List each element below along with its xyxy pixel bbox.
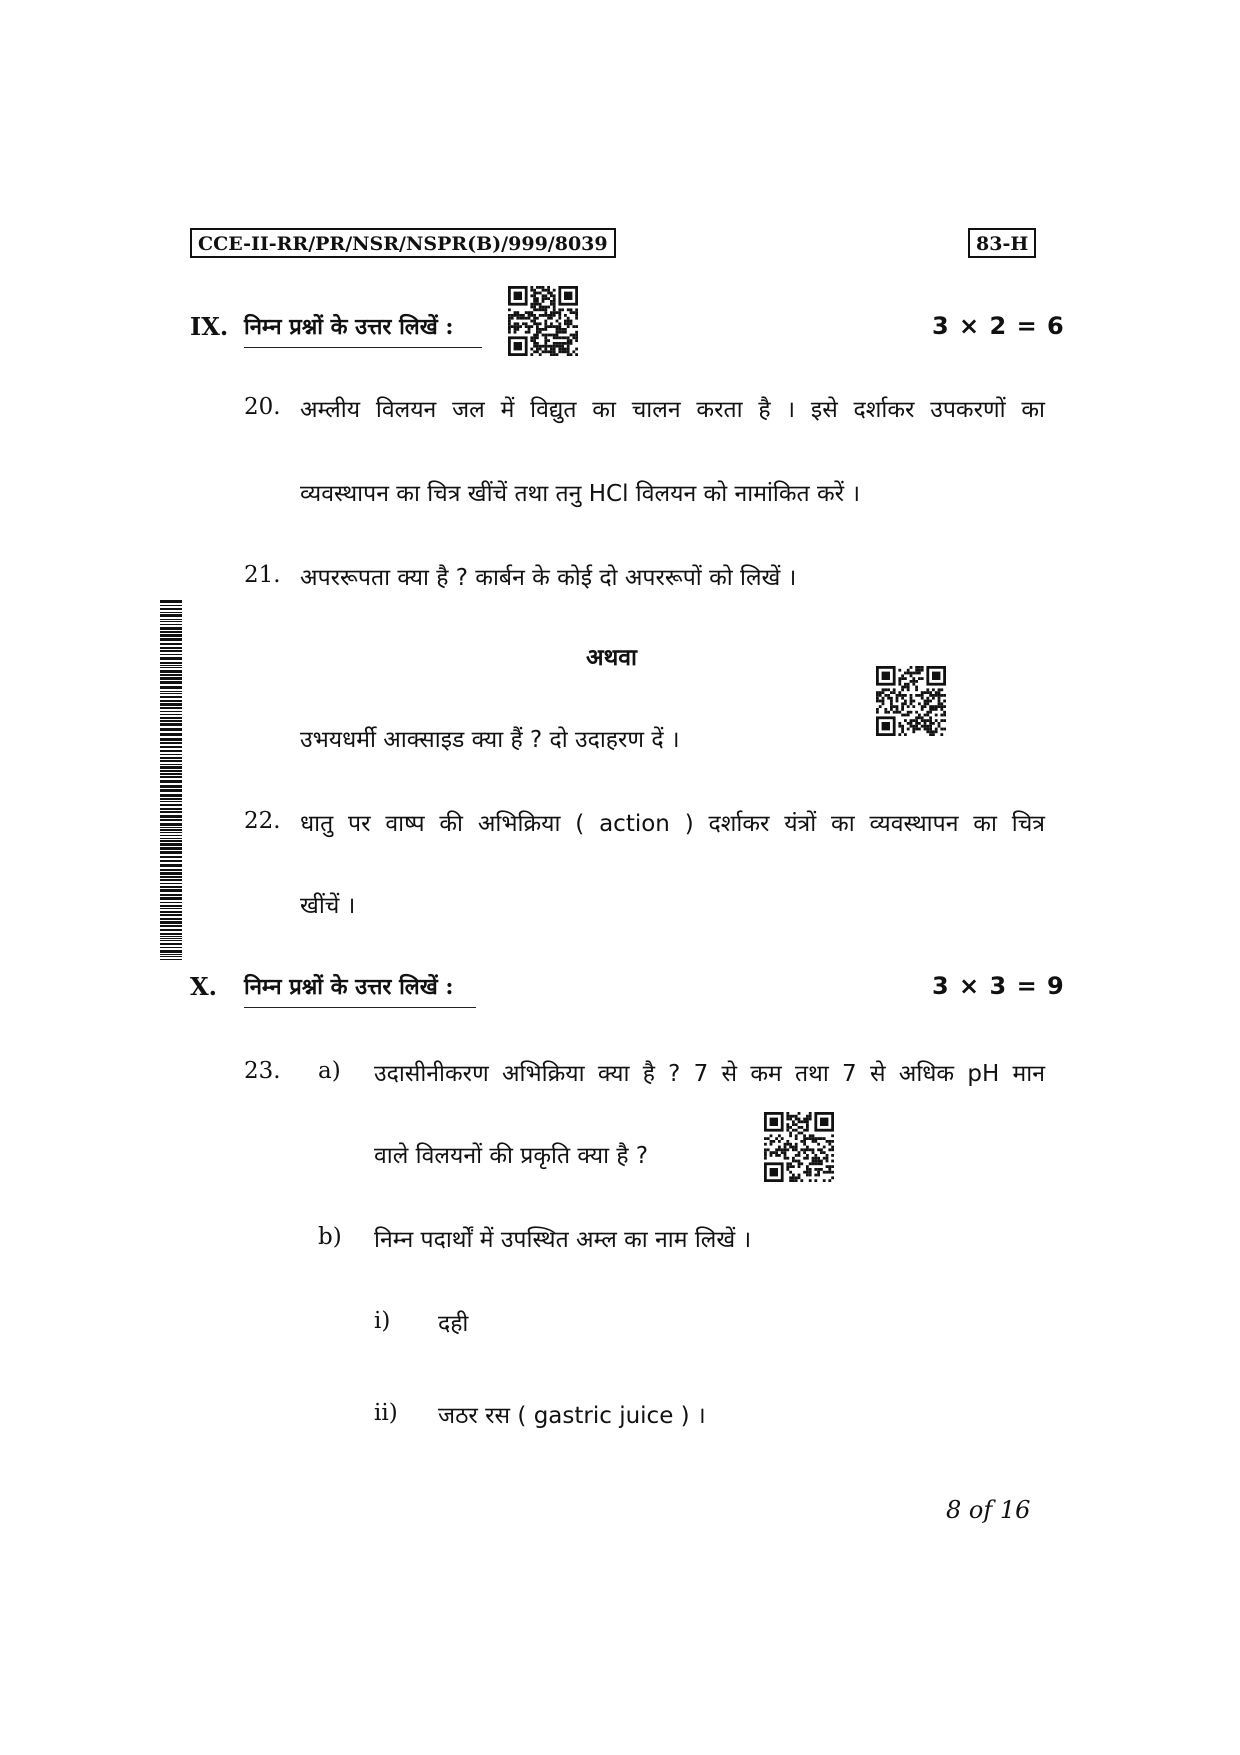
q23-b-text: निम्न पदार्थों में उपस्थित अम्ल का नाम लिखें । [374,1227,752,1253]
q23-b-i-label: i) [374,1308,391,1334]
section-x-marks: 3 × 3 = 9 [932,972,1065,1000]
q23-number: 23. [244,1058,281,1084]
qr-code-3 [764,1112,834,1182]
q22-line2: खींचें । [300,893,356,919]
section-x-title: निम्न प्रश्नों के उत्तर लिखें : [244,971,476,1008]
q22-number: 22. [244,808,281,834]
q20-number: 20. [244,394,281,420]
q23-a-line2: वाले विलयनों की प्रकृति क्या है ? [374,1143,649,1169]
q22-line1: धातु पर वाष्प की अभिक्रिया ( action ) दर्शाकर यंत्रों का व्यवस्थापन का चित्र [300,811,1045,837]
paper-code: CCE-II-RR/PR/NSR/NSPR(B)/999/8039 [190,228,616,258]
section-ix-title: निम्न प्रश्नों के उत्तर लिखें : [244,311,482,348]
page-number: 8 of 16 [946,1496,1031,1524]
barcode [160,600,182,960]
paper-id: 83-H [968,228,1036,258]
q23-b-ii-label: ii) [374,1400,398,1426]
section-ix-marks: 3 × 2 = 6 [932,312,1065,340]
section-x-number: X. [190,972,217,1001]
q23-a-label: a) [318,1058,341,1084]
qr-code-2 [876,666,946,736]
q23-a-line1: उदासीनीकरण अभिक्रिया क्या है ? 7 से कम तथा 7 से अधिक pH मान [374,1061,1045,1087]
q21-text: अपररूपता क्या है ? कार्बन के कोई दो अपररूपों को लिखें । [300,565,797,591]
q21-alt-text: उभयधर्मी आक्साइड क्या हैं ? दो उदाहरण दें । [300,727,680,753]
q21-number: 21. [244,562,281,588]
qr-code-1 [508,286,578,356]
q20-line2: व्यवस्थापन का चित्र खींचें तथा तनु HCl विलयन को नामांकित करें । [300,481,861,507]
q23-b-label: b) [318,1224,342,1250]
q23-b-ii-text: जठर रस ( gastric juice ) । [438,1403,706,1429]
q23-b-i-text: दही [438,1311,469,1337]
section-ix-number: IX. [190,312,229,341]
q21-or-label: अथवा [586,645,638,671]
q20-line1: अम्लीय विलयन जल में विद्युत का चालन करता है । इसे दर्शाकर उपकरणों का [300,397,1045,423]
